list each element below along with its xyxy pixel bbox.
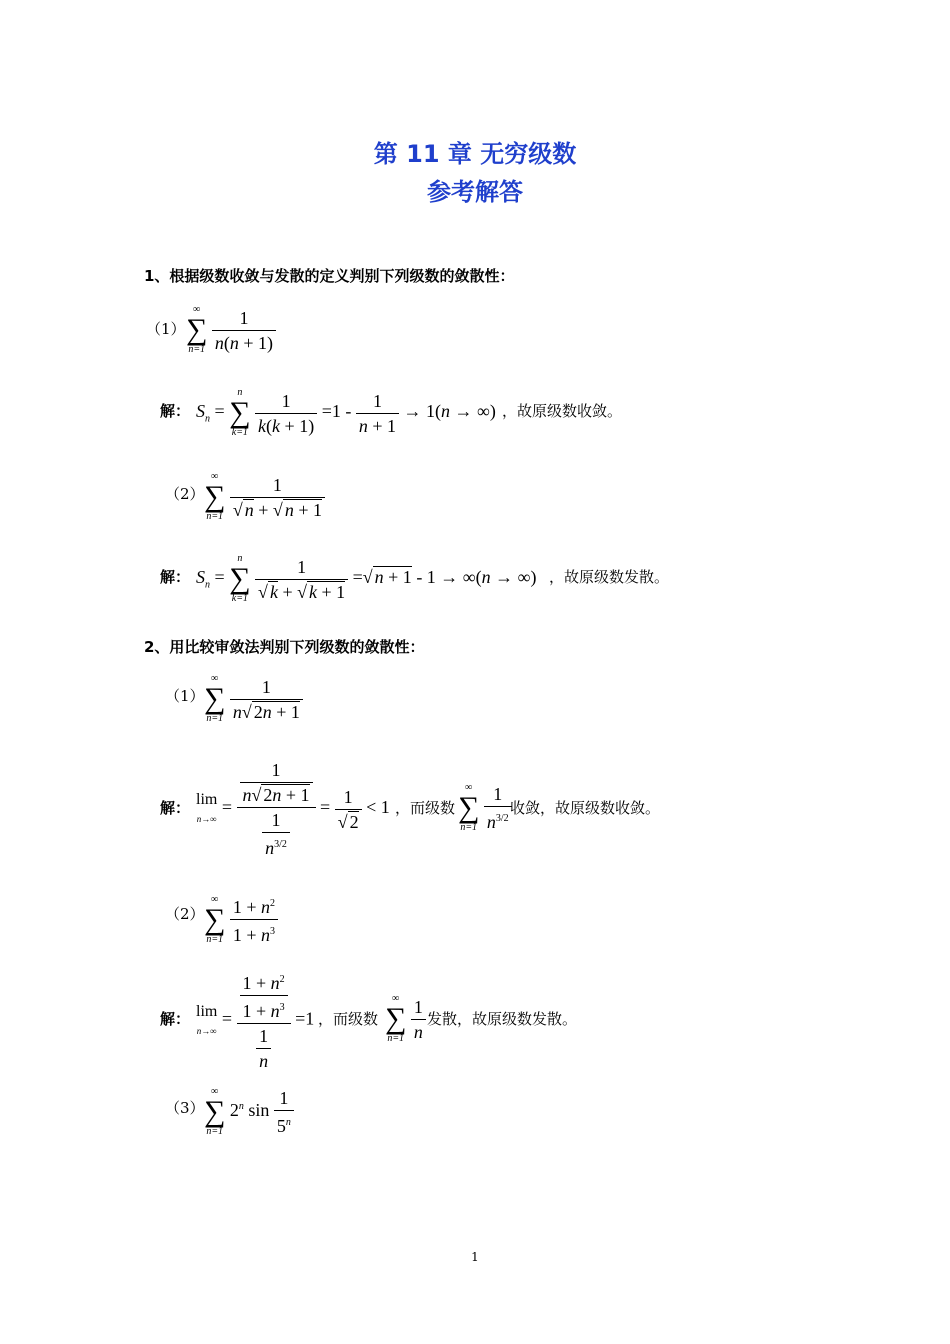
document-title: 第 11 章 无穷级数 <box>373 140 577 168</box>
problem-1-1-label: （1） <box>146 320 186 338</box>
solution-2-1-mid: ，而级数 <box>395 799 456 817</box>
problem-1-2-formula: ∞ ∑ n=1 $\frac{1}{√ n + √ n + 1}$ <box>204 472 325 522</box>
solution-1-2-label: 解： <box>160 568 191 586</box>
solution-2-1-conclusion: 收敛，故原级数收敛。 <box>510 799 661 817</box>
solution-1-1-formula: $S_n$ = n ∑ k=1 $\frac{1}{k(k + 1)}$ =1 - $\frac{1}{n + 1}$ → 1(n → ∞) <box>196 387 496 438</box>
solution-2-1-formula: lim n→∞ = $\frac{\frac{1}{n√ 2n + 1}}{\frac{1}{n^{3/2}}}$ = $\frac{1}{√ 2}$ < 1 <box>196 760 390 858</box>
document-subtitle: 参考解答 <box>427 178 523 206</box>
section-1-heading: 1、根据级数收敛与发散的定义判别下列级数的敛散性： <box>144 267 515 285</box>
solution-2-2-mid: ，而级数 <box>318 1010 379 1028</box>
solution-1-1-label: 解： <box>160 402 191 420</box>
section-2-heading: 2、用比较审敛法判别下列级数的敛散性： <box>144 638 425 656</box>
problem-2-1-label: （1） <box>165 687 205 705</box>
solution-2-2-formula: lim n→∞ = $\frac{\frac{1 + n^2}{1 + n^3}}{\frac{1}{n}}$ =1 <box>196 968 314 1073</box>
problem-1-2-label: （2） <box>165 485 205 503</box>
solution-2-1-label: 解： <box>160 799 191 817</box>
problem-1-1-formula: ∞ ∑ n=1 $\frac{1}{n(n + 1)}$ <box>186 305 276 355</box>
solution-1-2-formula: $S_n$ = n ∑ k=1 $\frac{1}{√ k + √ k + 1}$ =√ n + 1 - 1 → ∞(n → ∞) <box>196 553 537 604</box>
solution-1-2-conclusion: ，故原级数发散。 <box>549 568 670 586</box>
page-number: 1 <box>471 1250 479 1264</box>
problem-2-3-formula: ∞ ∑ n=1 2$^n$ sin $\frac{1}{5^n}$ <box>204 1086 294 1138</box>
problem-2-1-formula: ∞ ∑ n=1 $\frac{1}{n√ 2n + 1}$ <box>204 674 303 724</box>
solution-2-2-conclusion: 发散，故原级数发散。 <box>427 1010 578 1028</box>
problem-2-3-label: （3） <box>165 1099 205 1117</box>
problem-2-2-formula: ∞ ∑ n=1 $\frac{1 + n^2}{1 + n^3}$ <box>204 892 278 947</box>
solution-2-2-compare-series: ∞ ∑ n=1 $\frac{1}{n}$ <box>385 994 426 1044</box>
solution-2-2-label: 解： <box>160 1010 191 1028</box>
solution-1-1-conclusion: ，故原级数收敛。 <box>502 402 623 420</box>
solution-2-1-compare-series: ∞ ∑ n=1 $\frac{1}{n^{3/2}}$ <box>458 782 512 834</box>
problem-2-2-label: （2） <box>165 905 205 923</box>
